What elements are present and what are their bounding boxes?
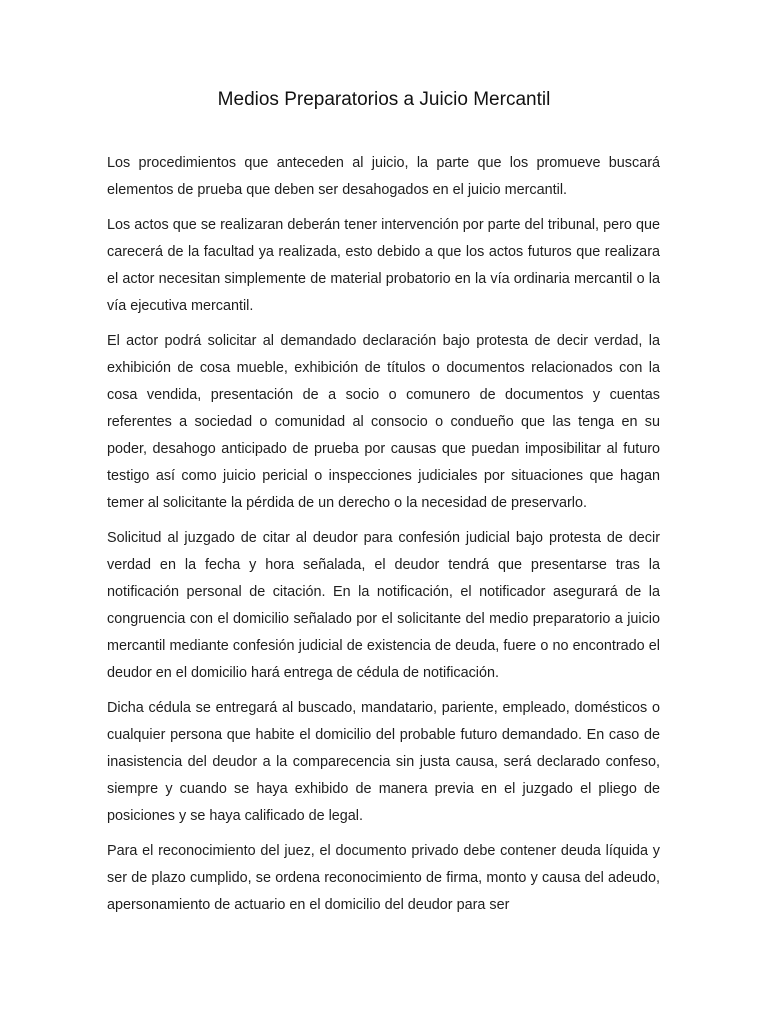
paragraph-4: Solicitud al juzgado de citar al deudor para confesión judicial bajo protesta de decir verdad en la fecha y hora señalada, el deudor tendrá que presentarse tras la notificación personal de citación. En la notificación, el notificador asegurará de la congruencia con el domicilio señalado por el solicitante del medio preparatorio a juicio mercantil mediante confesión judicial de existencia de deuda, fuere o no encontrado el deudor en el domicilio hará entrega de cédula de notificación. [107, 530, 660, 681]
document-body [107, 150, 660, 927]
paragraph-1: Los procedimientos que anteceden al juicio, la parte que los promueve buscará elementos de prueba que deben ser desahogados en el juicio mercantil. [107, 155, 660, 198]
paragraph-6: Para el reconocimiento del juez, el documento privado debe contener deuda líquida y ser de plazo cumplido, se ordena reconocimiento de firma, monto y causa del adeudo, apersonamiento de actuario en el domicilio del deudor para ser [107, 843, 660, 913]
paragraph-5: Dicha cédula se entregará al buscado, mandatario, pariente, empleado, domésticos o cualquier persona que habite el domicilio del probable futuro demandado. En caso de inasistencia del deudor a la comparecencia sin justa causa, será declarado confeso, siempre y cuando se haya exhibido de manera previa en el juzgado el pliego de posiciones y se haya calificado de legal. [107, 700, 660, 824]
paragraph-3: El actor podrá solicitar al demandado declaración bajo protesta de decir verdad, la exhibición de cosa mueble, exhibición de títulos o documentos relacionados con la cosa vendida, presentación de a socio o comunero de documentos y cuentas referentes a sociedad o comunidad al consocio o condueño que las tenga en su poder, desahogo anticipado de prueba por causas que puedan imposibilitar al futuro testigo así como juicio pericial o inspecciones judiciales por situaciones que hagan temer al solicitante la pérdida de un derecho o la necesidad de preservarlo. [107, 333, 660, 511]
document-title: Medios Preparatorios a Juicio Mercantil [217, 89, 551, 110]
paragraph-2: Los actos que se realizaran deberán tener intervención por parte del tribunal, pero que carecerá de la facultad ya realizada, esto debido a que los actos futuros que realizara el actor necesitan simplemente de material probatorio en la vía ordinaria mercantil o la vía ejecutiva mercantil. [107, 217, 660, 314]
